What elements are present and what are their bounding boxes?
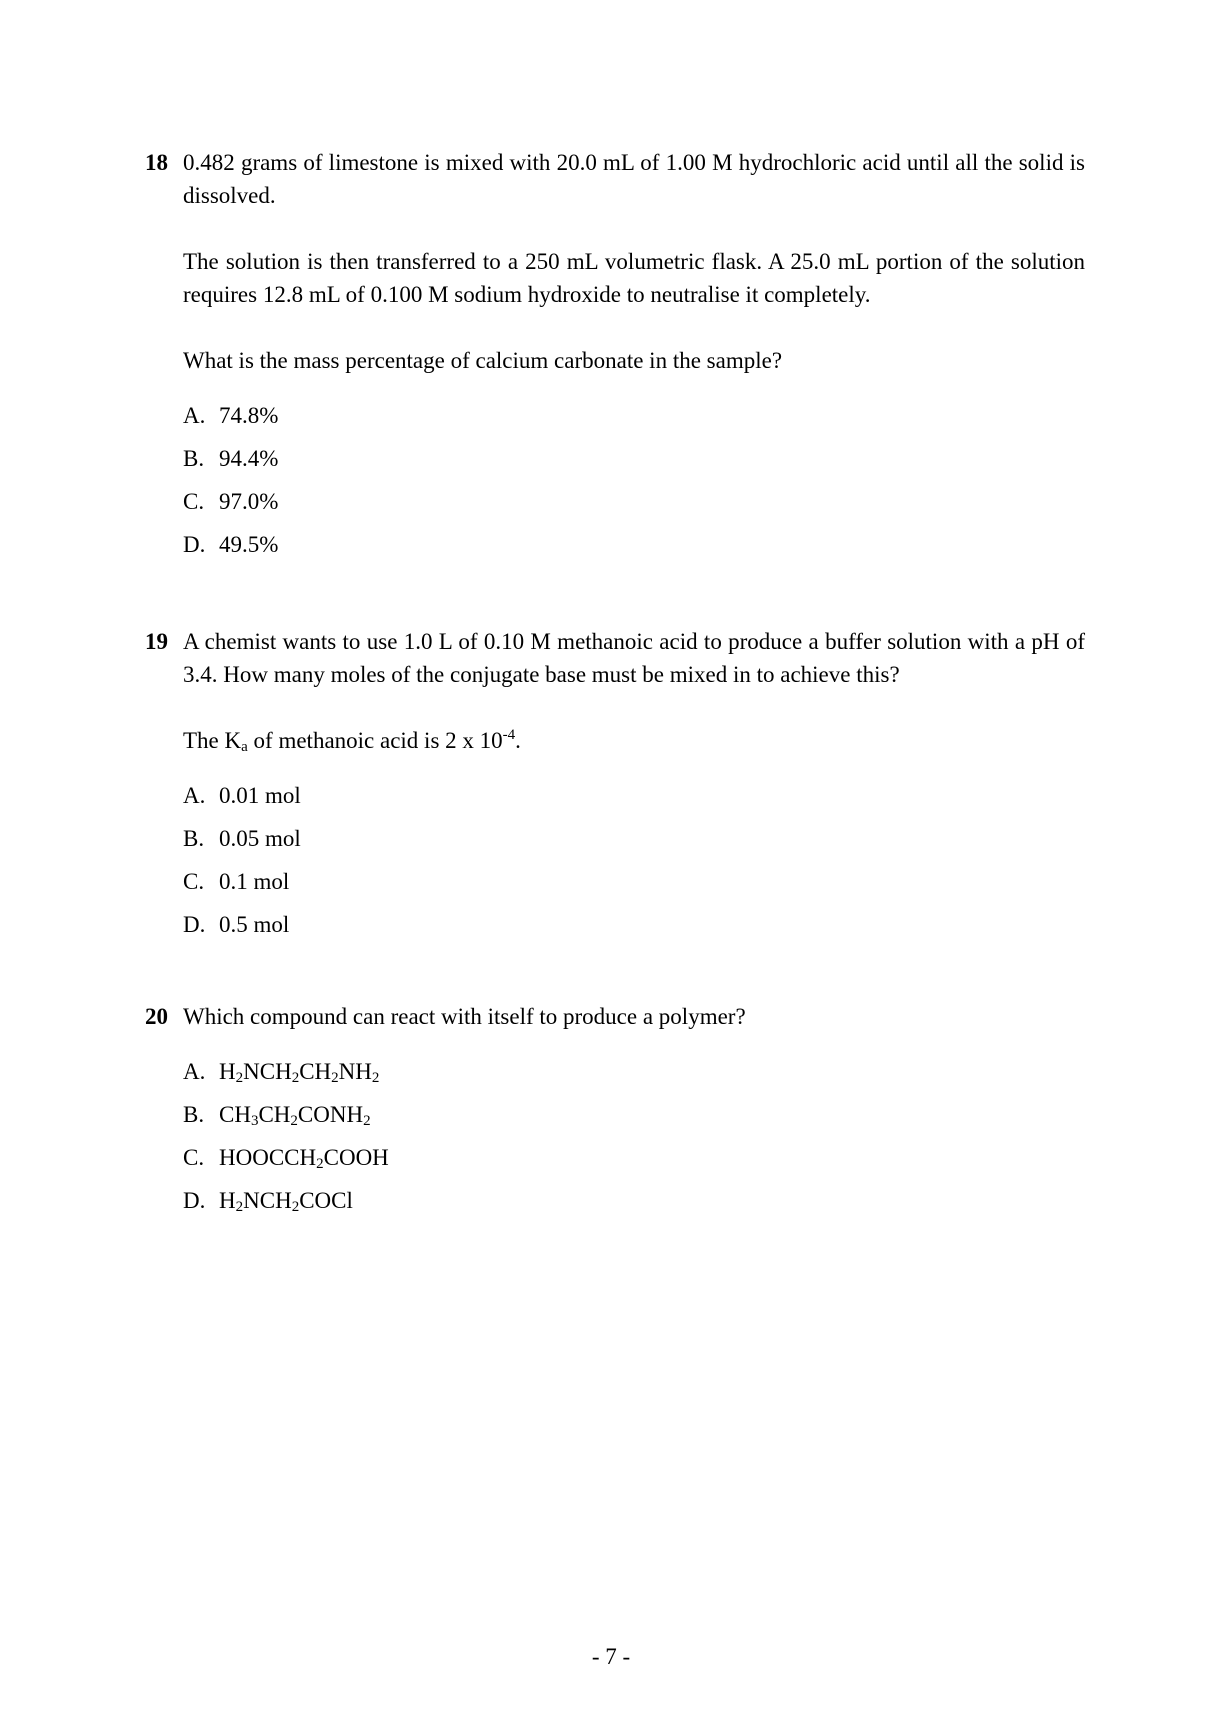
option-letter: D.: [183, 1188, 206, 1213]
question-text: 0.482 grams of limestone is mixed with 20.0 mL of 1.00 M hydrochloric acid until all the solid is dissolved.: [183, 150, 1085, 208]
option-letter: C.: [183, 489, 205, 514]
question-body: [183, 1000, 1085, 1222]
chemical-formula: $CH_3CH_2CONH_2$: [219, 1102, 371, 1129]
chemical-formula: $H_2NCH_2CH_2NH_2$: [219, 1059, 380, 1086]
question-18: [145, 146, 1085, 566]
ka-subscript: a: [241, 739, 248, 755]
option-text: 49.5%: [219, 532, 279, 557]
question-19: [145, 625, 1085, 946]
answer-option-b: [183, 817, 1085, 860]
option-letter: C.: [183, 1145, 205, 1170]
option-text: 97.0%: [219, 489, 279, 514]
chemical-formula: $HOOCCH_2COOH$: [219, 1145, 389, 1172]
answer-option-a: [183, 1050, 1085, 1093]
answer-option-d: [183, 523, 1085, 566]
option-text: 0.05 mol: [219, 826, 301, 851]
chemical-formula: $H_2NCH_2COCl$: [219, 1188, 353, 1215]
page-number: - 7 -: [591, 1644, 631, 1669]
question-number: 20: [145, 1004, 168, 1029]
option-letter: B.: [183, 446, 205, 471]
question-number: 19: [145, 629, 168, 654]
option-text: 0.5 mol: [219, 912, 290, 937]
ka-prefix: The K: [183, 728, 242, 753]
answer-options: [183, 774, 1085, 946]
option-text: 94.4%: [219, 446, 279, 471]
option-letter: A.: [183, 783, 206, 808]
question-20: [145, 1000, 1085, 1222]
answer-option-c: [183, 1136, 1085, 1179]
question-text: The solution is then transferred to a 250 mL volumetric flask. A 25.0 mL portion of the solution requires 12.8 mL of 0.100 M sodium hydroxide to neutralise it completely.: [183, 249, 1085, 307]
question-body: [183, 146, 1085, 566]
answer-options: [183, 1050, 1085, 1222]
option-text: 0.01 mol: [219, 783, 301, 808]
answer-option-c: [183, 860, 1085, 903]
answer-option-a: [183, 774, 1085, 817]
question-text: A chemist wants to use 1.0 L of 0.10 M methanoic acid to produce a buffer solution with a pH of 3.4. How many moles of the conjugate base must be mixed in to achieve this?: [183, 629, 1085, 687]
answer-options: [183, 394, 1085, 566]
answer-option-d: [183, 903, 1085, 946]
question-body: [183, 625, 1085, 946]
option-letter: B.: [183, 826, 205, 851]
option-letter: A.: [183, 1059, 206, 1084]
option-letter: D.: [183, 532, 206, 557]
answer-option-c: [183, 480, 1085, 523]
option-letter: A.: [183, 403, 206, 428]
question-prompt: What is the mass percentage of calcium carbonate in the sample?: [183, 348, 783, 373]
question-number: 18: [145, 150, 168, 175]
option-letter: C.: [183, 869, 205, 894]
answer-option-b: [183, 437, 1085, 480]
option-letter: B.: [183, 1102, 205, 1127]
ka-statement: [183, 724, 1085, 757]
answer-option-d: [183, 1179, 1085, 1222]
ka-exponent: -4: [502, 727, 516, 743]
question-prompt: Which compound can react with itself to produce a polymer?: [183, 1004, 746, 1029]
answer-option-b: [183, 1093, 1085, 1136]
option-text: 74.8%: [219, 403, 279, 428]
ka-middle: of methanoic acid is 2 x 10: [247, 728, 503, 753]
answer-option-a: [183, 394, 1085, 437]
ka-suffix: .: [515, 728, 521, 753]
option-letter: D.: [183, 912, 206, 937]
option-text: 0.1 mol: [219, 869, 290, 894]
